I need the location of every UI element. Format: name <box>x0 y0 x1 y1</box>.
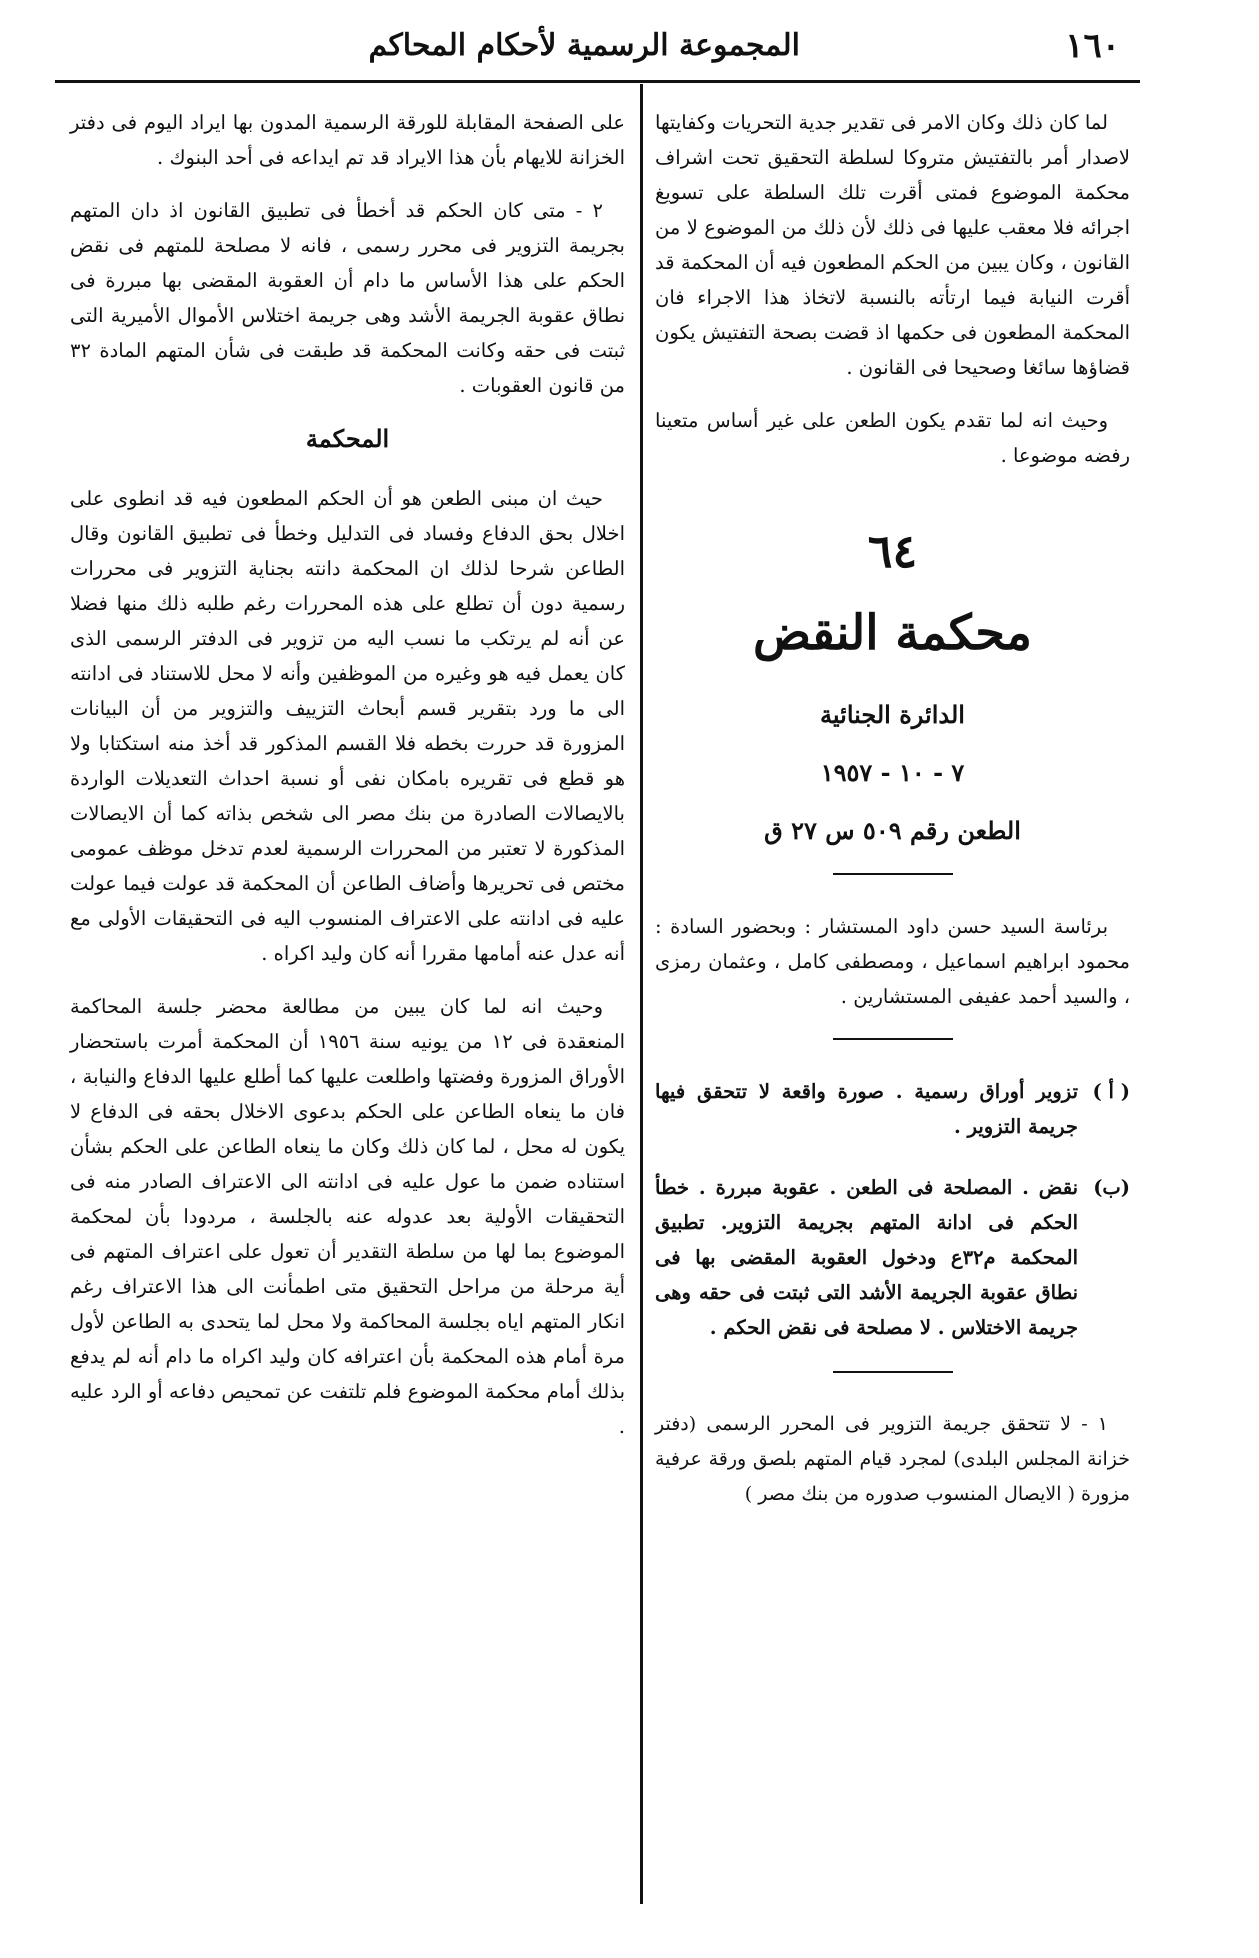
separator-rule <box>833 1038 953 1040</box>
summary-label: ( أ ) <box>1092 1080 1130 1103</box>
summary-item <box>655 1074 1130 1144</box>
separator-rule <box>833 1371 953 1373</box>
page-header <box>55 12 1130 84</box>
decision-date: ٧ - ١٠ - ١٩٥٧ <box>820 758 965 787</box>
principle-1: ١ - لا تتحقق جريمة التزوير فى المحرر الرسمى (دفتر خزانة المجلس البلدى) لمجرد قيام المتهم بلصق ورقة عرفية مزورة ( الايصال المنسوب صدوره من بنك مصر ) <box>655 1413 1130 1505</box>
court-name: محكمة النقض <box>753 605 1032 661</box>
appeal-number: الطعن رقم ٥٠٩ س ٢٧ ق <box>764 816 1021 845</box>
summary-text: نقض . المصلحة فى الطعن . عقوبة مبررة . خطأ الحكم فى ادانة المتهم بجريمة التزوير. تطبيق المحكمة م٣٢ع ودخول العقوبة المقضى بها فى نطاق عقوبة الجريمة الأشد التى ثبتت فى حقه وهى جريمة الاختلاس . لا مصلحة فى نقض الحكم . <box>655 1176 1078 1339</box>
header-rule <box>55 80 1140 83</box>
paragraph: وحيث انه لما تقدم يكون الطعن على غير أساس متعينا رفضه موضوعا . <box>655 409 1130 467</box>
separator-rule <box>833 873 953 875</box>
right-column <box>655 105 1130 1530</box>
page-number: ١٦٠ <box>1065 26 1120 66</box>
section-heading: المحكمة <box>305 424 390 453</box>
summary-text: تزوير أوراق رسمية . صورة واقعة لا تتحقق فيها جريمة التزوير . <box>655 1080 1078 1138</box>
paragraph: لما كان ذلك وكان الامر فى تقدير جدية التحريات وكفايتها لاصدار أمر بالتفتيش متروكا لسلطة التحقيق تحت اشراف محكمة الموضوع فمتى أقرت تلك السلطة على تسويغ اجرائه فلا معقب عليها فى ذلك لأن ذلك من الموضوع لا من القانون ، وكان يبين من الحكم المطعون فيه أن المحكمة قد أقرت النيابة فيما ارتأته بالنسبة لاتخاذ هذا الاجراء فان المحكمة المطعون فى حكمها اذ قضت بصحة التفتيش يكون قضاؤها سائغا وصحيحا فى القانون . <box>655 111 1130 379</box>
summary-item <box>655 1170 1130 1345</box>
paragraph: حيث ان مبنى الطعن هو أن الحكم المطعون فيه قد انطوى على اخلال بحق الدفاع وفساد فى التدليل وخطأ فى تطبيق القانون وقال الطاعن شرحا لذلك ان المحكمة دانته بجناية التزوير فى محررات رسمية دون أن تطلع على هذه المحررات رغم طلبه ذلك منها فضلا عن أنه لم يرتكب ما نسب اليه من تزوير فى الدفتر الرسمى الذى كان يعمل فيه هو وغيره من الموظفين وأنه لا محل للاستناد فى ادانته الى ما ورد بتقرير قسم أبحاث التزييف والتزوير من أن البيانات المزورة قد حررت بخطه فلا القسم المذكور قد أخذ منه استكتابا ولا هو قطع فى تقريره بامكان نفى أو نسبة احداث التعديلات الواردة بالايصالات الصادرة من بنك مصر الى شخص بذاته كما أن الايصالات المذكورة لا تعتبر من المحررات الرسمية لعدم تدخل موظف عمومى مختص فى تحريرها وأضاف الطاعن أن المحكمة قد عولت فيما عولت عليه فى ادانته على الاعتراف المنسوب اليه فى التحقيقات الأولى مع أنه عدل عنه أمامها مقررا أنه كان وليد اكراه . <box>70 487 625 965</box>
principle-2: ٢ - متى كان الحكم قد أخطأ فى تطبيق القانون اذ دان المتهم بجريمة التزوير فى محرر رسمى ، فانه لا مصلحة للمتهم فى نقض الحكم على هذا الأساس ما دام أن العقوبة المقضى بها مبررة فى نطاق عقوبة الجريمة الأشد وهى جريمة اختلاس الأموال الأميرية التى ثبتت فى حقه وكانت المحكمة قد طبقت فى شأن المتهم المادة ٣٢ من قانون العقوبات . <box>70 199 625 397</box>
summary-label: (ب) <box>1093 1176 1130 1199</box>
paragraph: وحيث انه لما كان يبين من مطالعة محضر جلسة المحاكمة المنعقدة فى ١٢ من يونيه سنة ١٩٥٦ أن المحكمة أمرت باستحضار الأوراق المزورة وفضتها واطلعت عليها كما أطلع عليها الدفاع والنيابة ، فان ما ينعاه الطاعن على الحكم بدعوى الاخلال بحقه فى الدفاع لا يكون له محل ، لما كان ذلك وكان ما ينعاه الطاعن على الحكم بشأن استناده ضمن ما عول عليه فى ادانته الى الاعتراف الصادر منه فى التحقيقات الأولية بعد عدوله عنه بالجلسة ، مردودا بأن لمحكمة الموضوع بما لها من سلطة التقدير أن تعول على اعتراف المتهم فى أية مرحلة من مراحل التحقيق متى اطمأنت الى هذا الاعتراف رغم انكار المتهم اياه بجلسة المحاكمة ولا محل لما يتحدى به الطاعن لأول مرة أمام هذه المحكمة بأن اعترافه كان وليد اكراه ما دام أنه لم يدفع بذلك أمام محكمة الموضوع فلم تلتفت عن تمحيص دفاعه أو الرد عليه . <box>70 995 625 1438</box>
circuit-name: الدائرة الجنائية <box>820 700 965 729</box>
column-divider <box>640 84 643 1904</box>
left-column <box>70 105 625 1462</box>
paragraph: على الصفحة المقابلة للورقة الرسمية المدون بها ايراد اليوم فى دفتر الخزانة للايهام بأن هذا الايراد قد تم ايداعه فى أحد البنوك . <box>70 111 625 169</box>
bench-composition: برئاسة السيد حسن داود المستشار : وبحضور السادة : محمود ابراهيم اسماعيل ، ومصطفى كامل ، وعثمان رمزى ، والسيد أحمد عفيفى المستشارين . <box>655 915 1130 1008</box>
case-number: ٦٤ <box>867 524 918 578</box>
running-title: المجموعة الرسمية لأحكام المحاكم <box>368 28 800 63</box>
